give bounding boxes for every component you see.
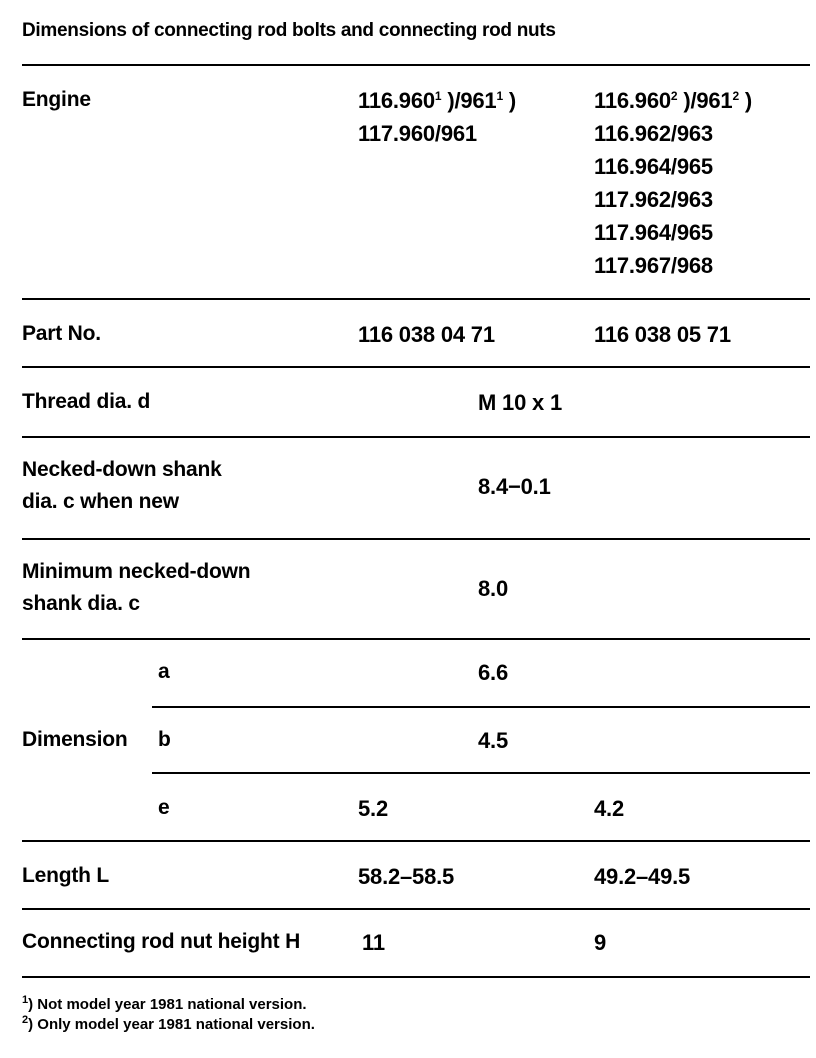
- dimension-label: Dimension: [22, 728, 128, 751]
- rule-after-dimension: [22, 840, 810, 842]
- length-col1: 58.2–58.5: [358, 864, 455, 889]
- rule-after-necked-min: [22, 638, 810, 640]
- rule-after-dim-a: [152, 706, 810, 708]
- engine-col2: [594, 84, 752, 282]
- table-title: Dimensions of connecting rod bolts and connecting rod nuts: [22, 20, 556, 41]
- necked-new-label-line-1: Necked-down shank: [22, 458, 222, 481]
- part-no-col1: 116 038 04 71: [358, 322, 495, 347]
- rule-after-engine: [22, 298, 810, 300]
- rule-after-length: [22, 908, 810, 910]
- engine-col2-line-4: 117.962/963: [594, 187, 713, 212]
- dimension-e-col1: 5.2: [358, 796, 388, 821]
- length-label: Length L: [22, 864, 110, 887]
- engine-col2-line-1: 116.960$^2$ )$/961^2$ ): [594, 88, 752, 113]
- dimension-e-letter: e: [158, 796, 170, 819]
- part-no-col2: 116 038 05 71: [594, 322, 731, 347]
- dimension-a-value: 6.6: [478, 660, 508, 685]
- necked-min-label-line-1: Minimum necked-down: [22, 560, 251, 583]
- length-col2: 49.2–49.5: [594, 864, 691, 889]
- footnote-1: $^1$) Not model year 1981 national version.: [22, 994, 307, 1013]
- rule-after-part-no: [22, 366, 810, 368]
- engine-col1-line-2: 117.960/961: [358, 121, 477, 146]
- necked-new-value: 8.4−0.1: [478, 474, 551, 499]
- necked-min-value: 8.0: [478, 576, 508, 601]
- engine-col2-line-3: 116.964/965: [594, 154, 713, 179]
- rule-after-necked-new: [22, 538, 810, 540]
- engine-label: Engine: [22, 88, 91, 111]
- thread-label: Thread dia. d: [22, 390, 151, 413]
- dimension-a-letter: a: [158, 660, 170, 683]
- necked-min-label-line-2: shank dia. c: [22, 592, 140, 615]
- nut-height-label: Connecting rod nut height H: [22, 930, 301, 953]
- footnote-2: $^2$) Only model year 1981 national version.: [22, 1014, 315, 1033]
- rule-bottom: [22, 976, 810, 978]
- rule-after-dim-b: [152, 772, 810, 774]
- rule-top: [22, 64, 810, 66]
- rule-after-thread: [22, 436, 810, 438]
- engine-col2-line-2: 116.962/963: [594, 121, 713, 146]
- dimension-e-col2: 4.2: [594, 796, 624, 821]
- engine-col2-line-5: 117.964/965: [594, 220, 713, 245]
- thread-value: M 10 x 1: [478, 390, 563, 415]
- dimension-b-value: 4.5: [478, 728, 508, 753]
- engine-col1-line-1: 116.960$^1$ )$/961^1$ ): [358, 88, 516, 113]
- part-no-label: Part No.: [22, 322, 101, 345]
- dimension-b-letter: b: [158, 728, 171, 751]
- engine-col1: [358, 84, 516, 150]
- engine-col2-line-6: 117.967/968: [594, 253, 713, 278]
- necked-new-label-line-2: dia. c when new: [22, 490, 179, 513]
- nut-height-col2: 9: [594, 930, 607, 955]
- nut-height-col1: 11: [362, 930, 385, 955]
